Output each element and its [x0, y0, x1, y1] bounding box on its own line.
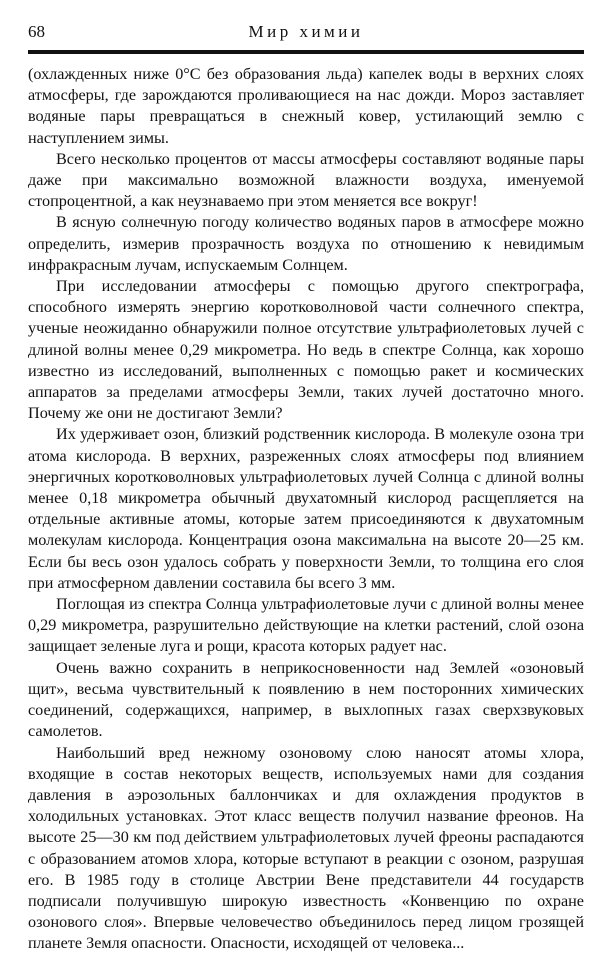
paragraph: Очень важно сохранить в неприкосновенности над Землей «озоновый щит», весьма чувствительный к появлению в нем посторонних химических соединений, содержащихся, например, в выхлопных газах сверхзвуковых самолетов. — [28, 658, 584, 741]
paragraph: Их удерживает озон, близкий родственник кислорода. В молекуле озона три атома кислорода. В верхних, разреженных слоях атмосферы под влиянием энергичных коротковолновых ультрафиолетовых лучей Солнца с длиной волны менее 0,18 микрометра обычный двухатомный кислород расщепляется на отдельные активные атомы, которые затем присоединяются к двухатомным молекулам кислорода. Концентрация озона максимальна на высоте 20—25 км. Если бы весь озон удалось собрать у поверхности Земли, то толщина его слоя при атмосферном давлении составила бы всего 3 мм. — [28, 425, 584, 592]
paragraph: В ясную солнечную погоду количество водяных паров в атмосфере можно определить, измерив прозрачность воздуха по отношению к невидимым инфракрасным лучам, испускаемым Солнцем. — [28, 213, 584, 274]
paragraph-continuation: (охлажденных ниже 0°С без образования льда) капелек воды в верхних слоях атмосферы, где зарождаются проливающиеся на нас дожди. Мороз заставляет водяные пары превращаться в снежный ковер, устилающий землю с наступлением зимы. — [28, 65, 584, 147]
page-header — [28, 18, 584, 48]
running-title: Мир химии — [248, 22, 364, 41]
paragraph: Поглощая из спектра Солнца ультрафиолетовые лучи с длиной волны менее 0,29 микрометра, разрушительно действующие на клетки растений, слой озона защищает зеленые луга и рощи, красота которых радует нас. — [28, 595, 584, 656]
body-text — [28, 64, 584, 955]
paragraph: При исследовании атмосферы с помощью другого спектрографа, способного измерять энергию коротковолновой части солнечного спектра, ученые неожиданно обнаружили полное отсутствие ультрафиолетовых лучей с длиной волны менее 0,29 микрометра. Но ведь в спектре Солнца, как хорошо известно из исследований, выполненных с помощью ракет и космических аппаратов за пределами атмосферы Земли, таких лучей достаточно много. Почему же они не достигают Земли? — [28, 277, 584, 423]
page-number: 68 — [28, 22, 45, 41]
paragraph: Наибольший вред нежному озоновому слою наносят атомы хлора, входящие в состав некоторых веществ, используемых нами для создания давления в аэрозольных баллончиках и для охлаждения продуктов в холодильных установках. Этот класс веществ получил название фреонов. На высоте 25—30 км под действием ультрафиолетовых лучей фреоны распадаются с образованием атомов хлора, которые вступают в реакции с озоном, разрушая его. В 1985 году в столице Австрии Вене представители 44 государств подписали получившую широкую известность «Конвенцию по охране озонового слоя». Впервые человечество объединилось перед лицом грозящей планете Земля опасности. Опасности, исходящей от человека... — [28, 743, 584, 953]
header-rule — [28, 50, 584, 54]
paragraph: Всего несколько процентов от массы атмосферы составляют водяные пары даже при максимально возможной влажности воздуха, именуемой стопроцентной, а как неузнаваемо при этом меняется все вокруг! — [28, 149, 584, 211]
